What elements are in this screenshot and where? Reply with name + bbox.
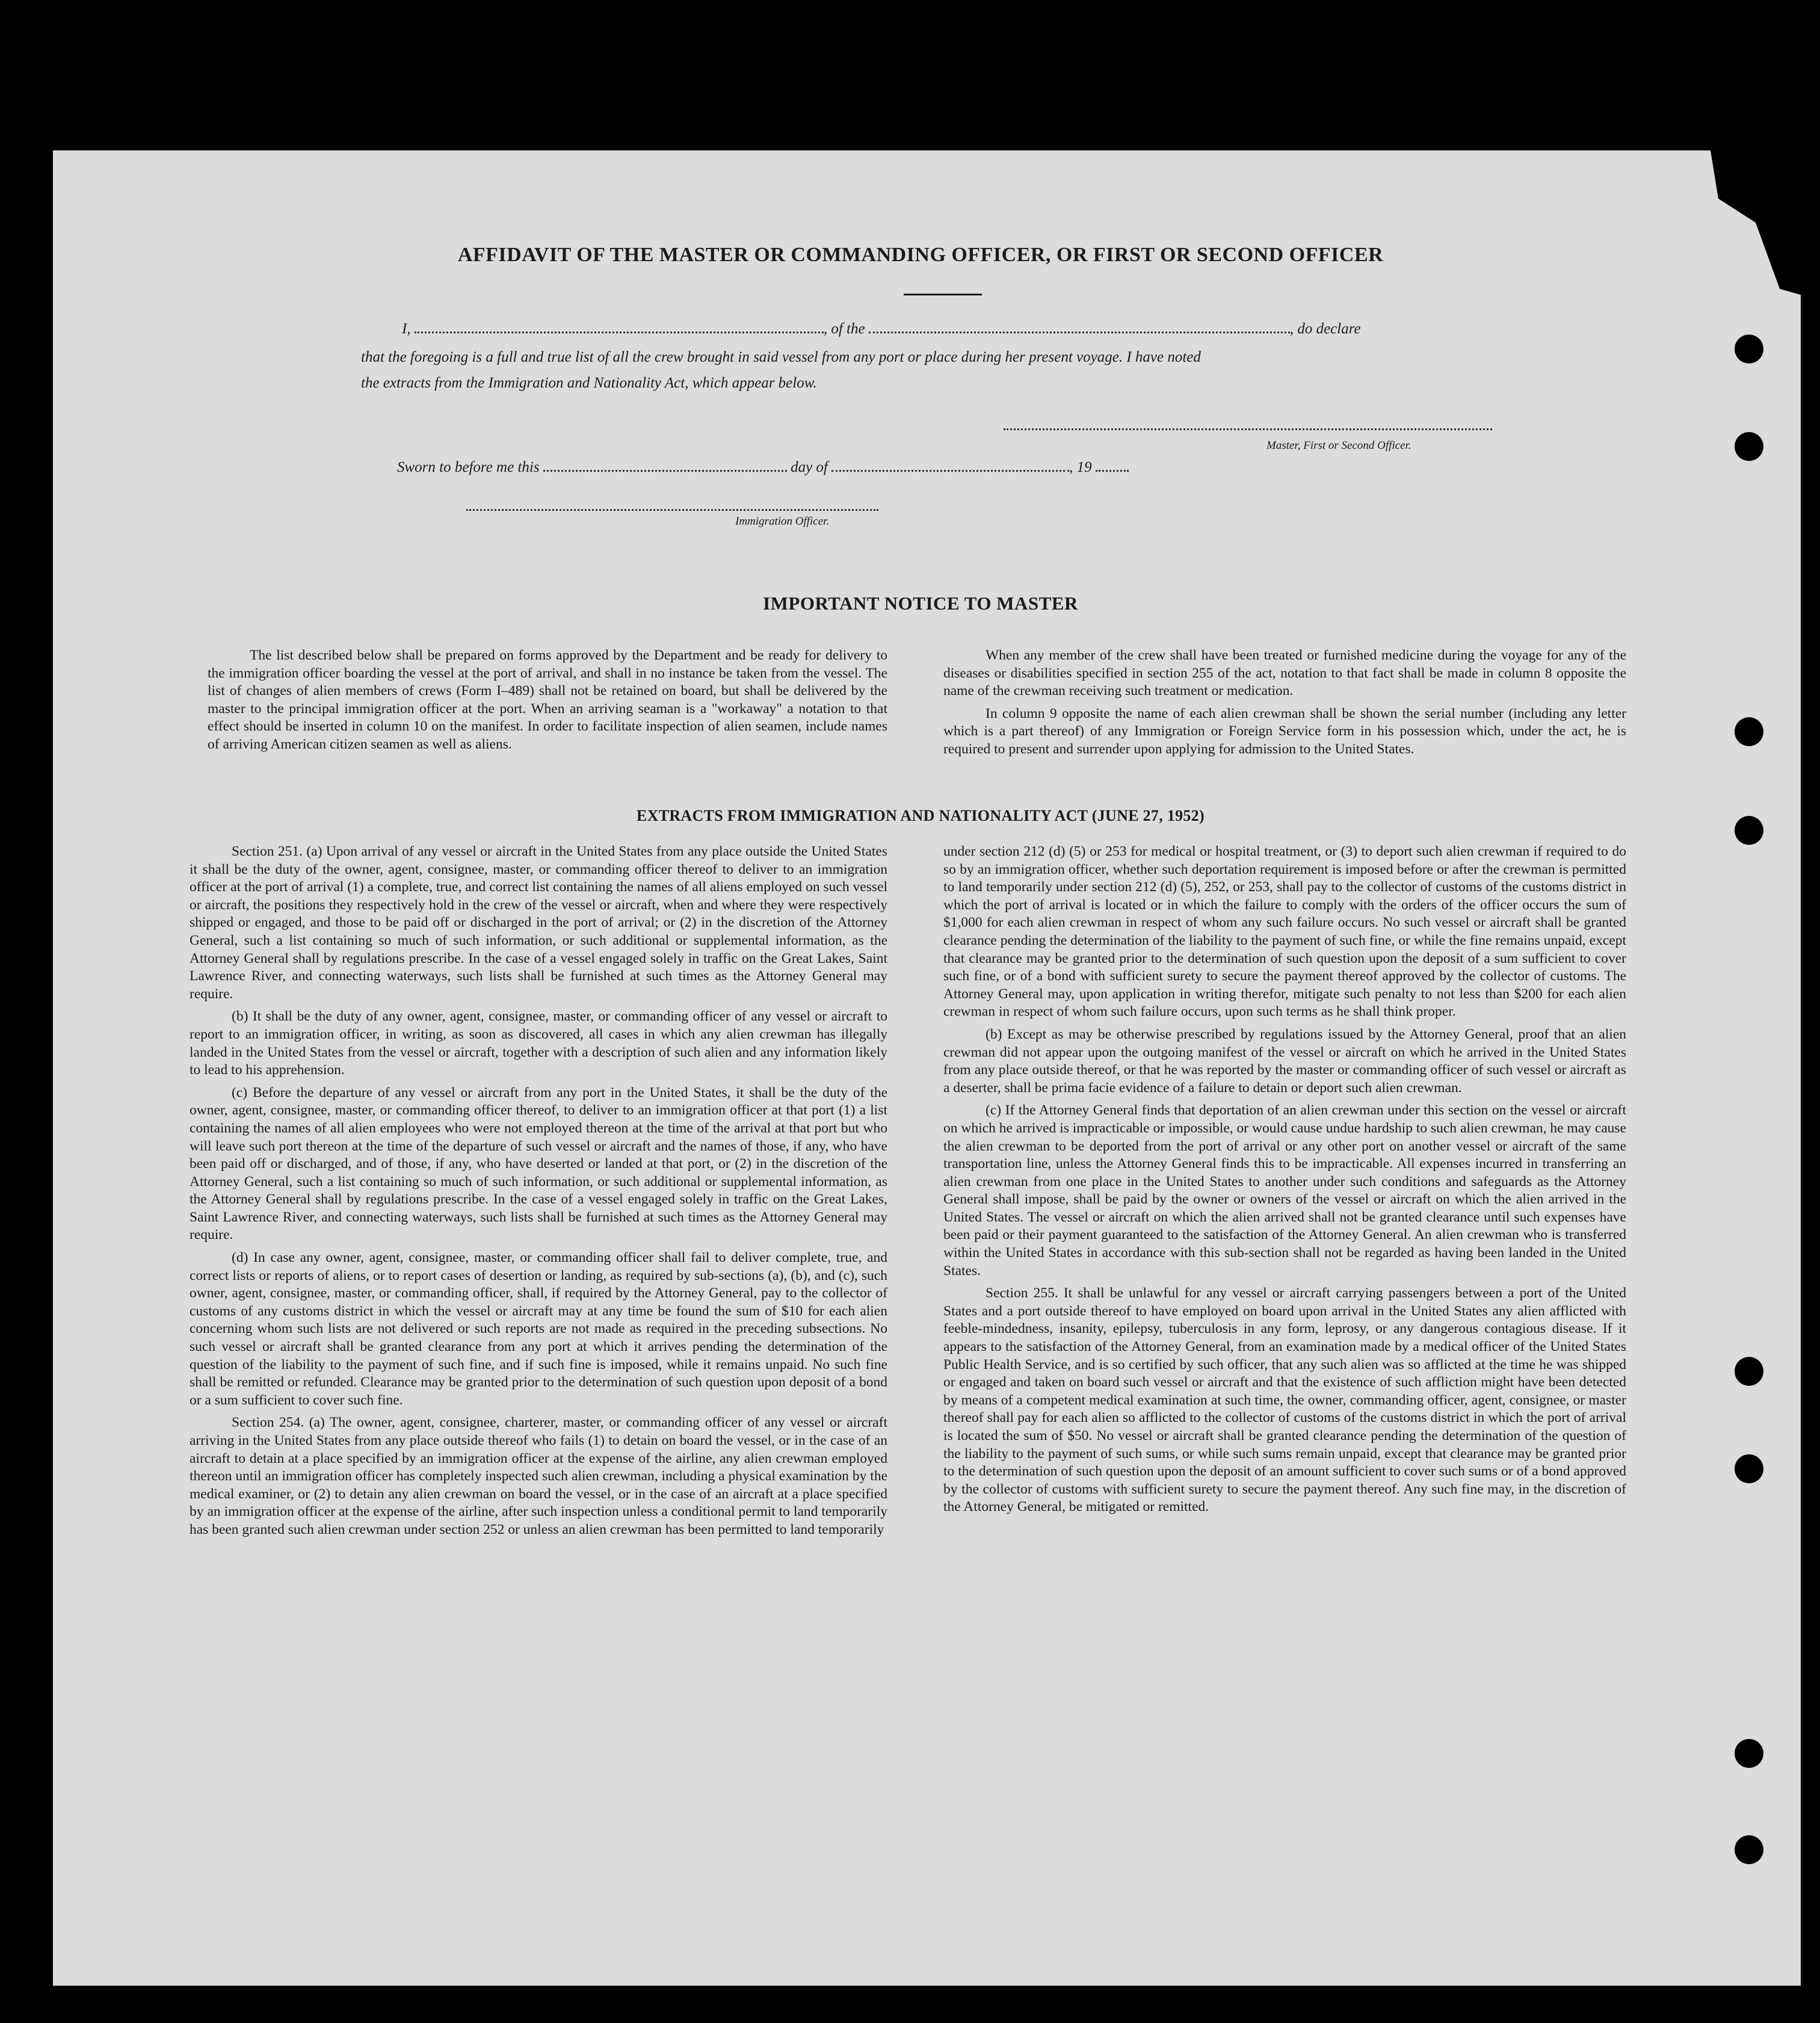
notice-left-paragraph: The list described below shall be prepared on forms approved by the Department and be ready for delivery to the immigration officer boarding the vessel at the port of arrival, and shall in no instance be taken from the vessel. The list of changes of alien members of crews (Form I–489) shall not be retained on board, but shall be delivered by the master to the principal immigration officer at the port. When an arriving seaman is a "workaway" a notation to that effect should be inserted in column 10 on the manifest. In order to facilitate inspection of alien seamen, include names of arriving American citizen seamen as well as aliens.	[208, 647, 887, 752]
extracts-right-column	[943, 843, 1626, 1521]
punch-hole	[1735, 717, 1763, 746]
notice-title: IMPORTANT NOTICE TO MASTER	[763, 593, 1078, 614]
section-251-b: (b) It shall be the duty of any owner, agent, consignee, master, or commanding officer of any vessel or aircraft to report to an immigration officer, in writing, as soon as discovered, all cases in which any alien crewman has illegally landed in the United States from the vessel or aircraft, together with a description of such alien and any information likely to lead to his apprehension.	[190, 1008, 887, 1078]
notice-right-column	[943, 647, 1626, 764]
declaration-of-the: , of the	[823, 321, 865, 337]
punch-hole	[1735, 816, 1763, 845]
declaration-line-3: the extracts from the Immigration and Nationality Act, which appear below.	[361, 375, 817, 391]
title-underline	[904, 294, 982, 295]
declaration-declare: , do declare	[1289, 321, 1361, 337]
punch-hole	[1735, 1835, 1763, 1864]
year-text: , 19	[1069, 459, 1092, 475]
name-blank[interactable]	[415, 321, 824, 333]
section-254-c: (c) If the Attorney General finds that deportation of an alien crewman under this section on the vessel or aircraft on which he arrived is impracticable or impossible, or would cause undue hardship to such alien crewman, he may cause the alien crewman to be deported from the port of arrival or any other port on another vessel or aircraft of the same transportation line, unless the Attorney General finds this to be impracticable. All expenses incurred in transferring an alien crewman from one place in the United States to another under such conditions and safeguards as the Attorney General shall impose, shall be paid by the owner or owners of the vessel or aircraft on which the alien arrived in the United States. The vessel or aircraft on which the alien arrived shall not be granted clearance until such expenses have been paid or their payment guaranteed to the satisfaction of the Attorney General. An alien crewman who is transferred within the United States in accordance with this sub-section shall not be regarded as having been landed in the United States.	[943, 1102, 1626, 1279]
section-254-b: (b) Except as may be otherwise prescribed by regulations issued by the Attorney General, proof that an alien crewman did not appear upon the outgoing manifest of the vessel or aircraft on which he arrived in the United States from any place outside thereof, or that he was reported by the master or commanding officer of such vessel or aircraft as a deserter, shall be prima facie evidence of a failure to detain or deport such alien crewman.	[943, 1026, 1626, 1096]
section-251-d: (d) In case any owner, agent, consignee, master, or commanding officer shall fail to deliver complete, true, and correct lists or reports of aliens, or to report cases of desertion or landing, as required by sub-sections (a), (b), and (c), such owner, agent, consignee, master, or commanding officer, shall, if required by the Attorney General, pay to the collector of customs of any customs district in which the vessel or aircraft may at any time be found the sum of $10 for each alien concerning whom such lists are not delivered or such reports are not made as required in the preceding subsections. No such vessel or aircraft shall be granted clearance from any port at which it arrives pending the determination of the question of the liability to the payment of such fine, and if such fine is imposed, while it remains unpaid. No such fine shall be remitted or refunded. Clearance may be granted prior to the determination of such question upon deposit of a bond or a sum sufficient to cover such fine.	[190, 1250, 887, 1408]
section-251-c: (c) Before the departure of any vessel or aircraft from any port in the United States, it shall be the duty of the owner, agent, consignee, master, or commanding officer thereof, to deliver to an immigration officer at that port (1) a list containing the names of all alien employees who were not employed thereon at the time of the arrival at that port but who will leave such port thereon at the time of the departure of such vessel or aircraft and the names of those, if any, who have been paid off or discharged, and of those, if any, who have deserted or landed at that port, or (2) in the discretion of the Attorney General, such a list containing so much of such information, or such additional or supplemental information, as the Attorney General shall by regulations prescribe. In the case of a vessel engaged solely in traffic on the Great Lakes, Saint Lawrence River, and connecting waterways, such lists shall be furnished at such times as the Attorney General may require.	[190, 1084, 887, 1243]
declaration-line-1	[402, 321, 1491, 338]
notice-right-paragraph-1: When any member of the crew shall have been treated or furnished medicine during the voyage for any of the diseases or disabilities specified in section 255 of the act, notation to that fact shall be made in column 8 opposite the name of the crewman receiving such treatment or medication.	[943, 647, 1626, 699]
immigration-officer-label: Immigration Officer.	[735, 515, 830, 528]
immigration-officer-signature-line[interactable]	[466, 509, 878, 511]
day-blank[interactable]	[543, 459, 787, 472]
section-254-a: Section 254. (a) The owner, agent, consignee, charterer, master, or commanding officer of any vessel or aircraft arriving in the United States from any place outside thereof who fails (1) to detain on board the vessel, or in the case of an aircraft to detain at a place specified by an immigration officer at the expense of the airline, any alien crewman employed thereon until an immigration officer has completely inspected such alien crewman, including a physical examination by the medical examiner, or (2) to detain any alien crewman on board the vessel, or in the case of an aircraft at a place specified by an immigration officer at the expense of the airline, after such inspection unless a conditional permit to land temporarily has been granted such alien crewman under section 252 or unless an alien crewman has been permitted to land temporarily	[190, 1415, 887, 1537]
month-blank[interactable]	[831, 459, 1069, 472]
punch-hole	[1735, 335, 1763, 363]
extracts-left-column	[190, 843, 887, 1544]
section-251-a: Section 251. (a) Upon arrival of any vessel or aircraft in the United States from any place outside the United States it shall be the duty of the owner, agent, consignee, master, or commanding officer thereof to deliver to an immigration officer at the port of arrival (1) a complete, true, and correct list containing the names of all aliens employed on such vessel or aircraft, the positions they respectively hold in the crew of the vessel or aircraft, when and where they were respectively shipped or engaged, and those to be paid off or discharged in the port of arrival; or (2) in the discretion of the Attorney General, such a list containing so much of such information, or such additional or supplemental information, as the Attorney General shall by regulations prescribe. In the case of a vessel engaged solely in traffic on the Great Lakes, Saint Lawrence River, and connecting waterways, such lists shall be furnished at such times as the Attorney General may require.	[190, 844, 887, 1002]
section-254-a-continued: under section 212 (d) (5) or 253 for medical or hospital treatment, or (3) to deport such alien crewman if required to do so by an immigration officer, whether such deportation requirement is imposed before or after the crewman is permitted to land temporarily under section 212 (d) (5), 252, or 253, shall pay to the collector of customs of the customs district in which the port of arrival is located or in which the failure to comply with the orders of the officer occurs the sum of $1,000 for each alien crewman in respect of whom any such failure occurs. No such vessel or aircraft shall be granted clearance pending the determination of the liability to the payment of such fine, or while the fine remains unpaid, except that clearance may be granted prior to the determination of such question upon the deposit of a sum sufficient to cover such fine, or of a bond with sufficient surety to secure the payment thereof approved by the collector of customs. The Attorney General may, upon application in writing therefor, mitigate such penalty to not less than $200 for each alien crewman in respect of whom such failure occurs, upon such terms as he shall think proper.	[943, 844, 1626, 1020]
notice-left-column	[208, 647, 887, 759]
sworn-text: Sworn to before me this	[397, 459, 540, 475]
master-signature-line[interactable]	[1004, 428, 1492, 430]
vessel-blank[interactable]	[869, 321, 1290, 333]
master-signature-label: Master, First or Second Officer.	[1266, 439, 1411, 452]
punch-hole	[1735, 1454, 1763, 1483]
year-blank[interactable]	[1096, 459, 1129, 472]
declaration-i: I,	[402, 321, 411, 337]
affidavit-title: AFFIDAVIT OF THE MASTER OR COMMANDING OFFICER, OR FIRST OR SECOND OFFICER	[457, 244, 1384, 266]
day-of-text: day of	[791, 459, 828, 475]
declaration-line-2: that the foregoing is a full and true list of all the crew brought in said vessel from any port or place during her present voyage. I have noted	[361, 349, 1201, 365]
extracts-title: EXTRACTS FROM IMMIGRATION AND NATIONALITY ACT (JUNE 27, 1952)	[636, 807, 1205, 824]
notice-right-paragraph-2: In column 9 opposite the name of each alien crewman shall be shown the serial number (including any letter which is a part thereof) of any Immigration or Foreign Service form in his possession which, under the act, he is required to present and surrender upon applying for admission to the United States.	[943, 705, 1626, 757]
punch-hole	[1735, 432, 1763, 461]
section-255: Section 255. It shall be unlawful for any vessel or aircraft carrying passengers between a port of the United States and a port outside thereof to have employed on board upon arrival in the United States any alien afflicted with feeble-mindedness, insanity, epilepsy, tuberculosis in any form, leprosy, or any dangerous contagious disease. If it appears to the satisfaction of the Attorney General, from an examination made by a medical officer of the United States Public Health Service, and is so certified by such officer, that any such alien was so afflicted at the time he was shipped or engaged and taken on board such vessel or aircraft and that the existence of such affliction might have been detected by means of a competent medical examination at such time, the owner, commanding officer, agent, consignee, or master thereof shall pay for each alien so afflicted to the collector of customs of the customs district in which the port of arrival is located the sum of $50. No vessel or aircraft shall be granted clearance pending the determination of the question of the liability to the payment of such sums, or while such sums remain unpaid, except that clearance may be granted prior to the determination of such question upon the deposit of an amount sufficient to cover such sums or of a bond approved by the collector of customs with sufficient surety to secure the payment thereof. Any such fine may, in the discretion of the Attorney General, be mitigated or remitted.	[943, 1285, 1626, 1515]
punch-hole	[1735, 1739, 1763, 1768]
sworn-line	[397, 459, 1129, 476]
punch-hole	[1735, 1357, 1763, 1386]
